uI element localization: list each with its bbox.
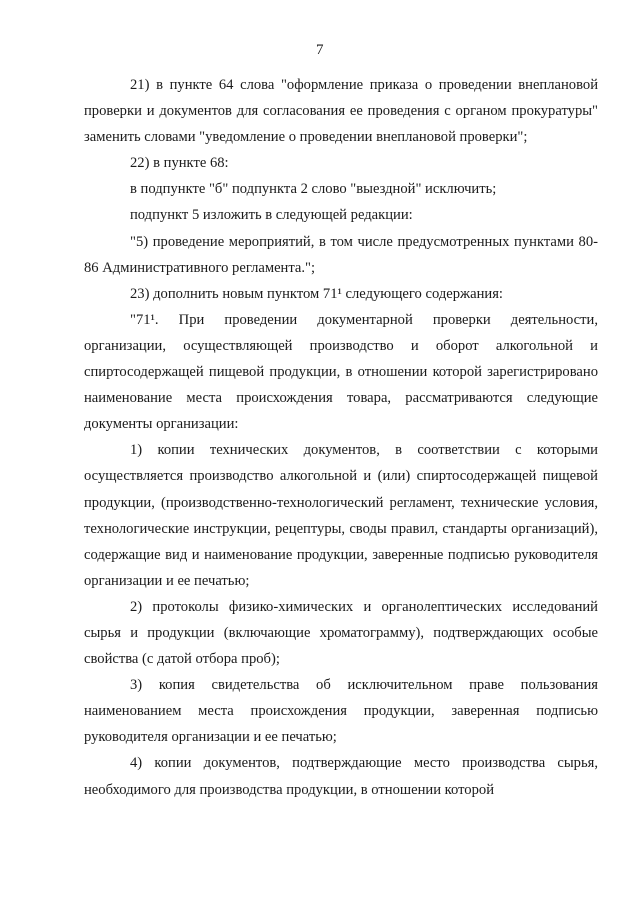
document-body xyxy=(84,72,598,803)
paragraph-22: 22) в пункте 68: xyxy=(130,155,229,172)
page-number: 7 xyxy=(316,42,324,58)
paragraph-22-sub-5-intro: подпункт 5 изложить в следующей редакции: xyxy=(130,207,413,224)
list-item-2: 2) протоколы физико-химических и органолептических исследований сырья и продукции (включающие хроматограмму), подтверждающих особые свойства (с датой отбора проб); xyxy=(84,598,598,668)
list-item-3: 3) копия свидетельства об исключительном праве пользования наименованием места происхождения продукции, заверенная подписью руководителя организации и ее печатью; xyxy=(84,677,598,746)
paragraph-21: 21) в пункте 64 слова "оформление приказа о проведении внеплановой проверки и документов для согласования ее проведения с органом прокуратуры" заменить словами "уведомление о проведении внеплановой проверки"; xyxy=(84,77,598,146)
paragraph-71-1: "71¹. При проведении документарной проверки деятельности, организации, осуществляющей производство и оборот алкогольной и спиртосодержащей пищевой продукции, в отношении которой зарегистрировано наименование места происхождения товара, рассматриваются следующие документы организации: xyxy=(84,311,598,433)
list-item-4: 4) копии документов, подтверждающие место производства сырья, необходимого для производства продукции, в отношении которой xyxy=(84,755,598,798)
paragraph-23: 23) дополнить новым пунктом 71¹ следующего содержания: xyxy=(130,285,503,302)
list-item-1: 1) копии технических документов, в соответствии с которыми осуществляется производство алкогольной и (или) спиртосодержащей пищевой продукции, (производственно-технологический регламент, технические условия, технологические инструкции, рецептуры, своды правил, стандарты организаций), содержащие вид и наименование продукции, заверенные подписью руководителя организации и ее печатью; xyxy=(84,442,598,589)
paragraph-22-sub-b: в подпункте "б" подпункта 2 слово "выездной" исключить; xyxy=(130,181,497,198)
paragraph-22-sub-5-text: "5) проведение мероприятий, в том числе предусмотренных пунктами 80-86 Административного регламента."; xyxy=(84,233,598,276)
